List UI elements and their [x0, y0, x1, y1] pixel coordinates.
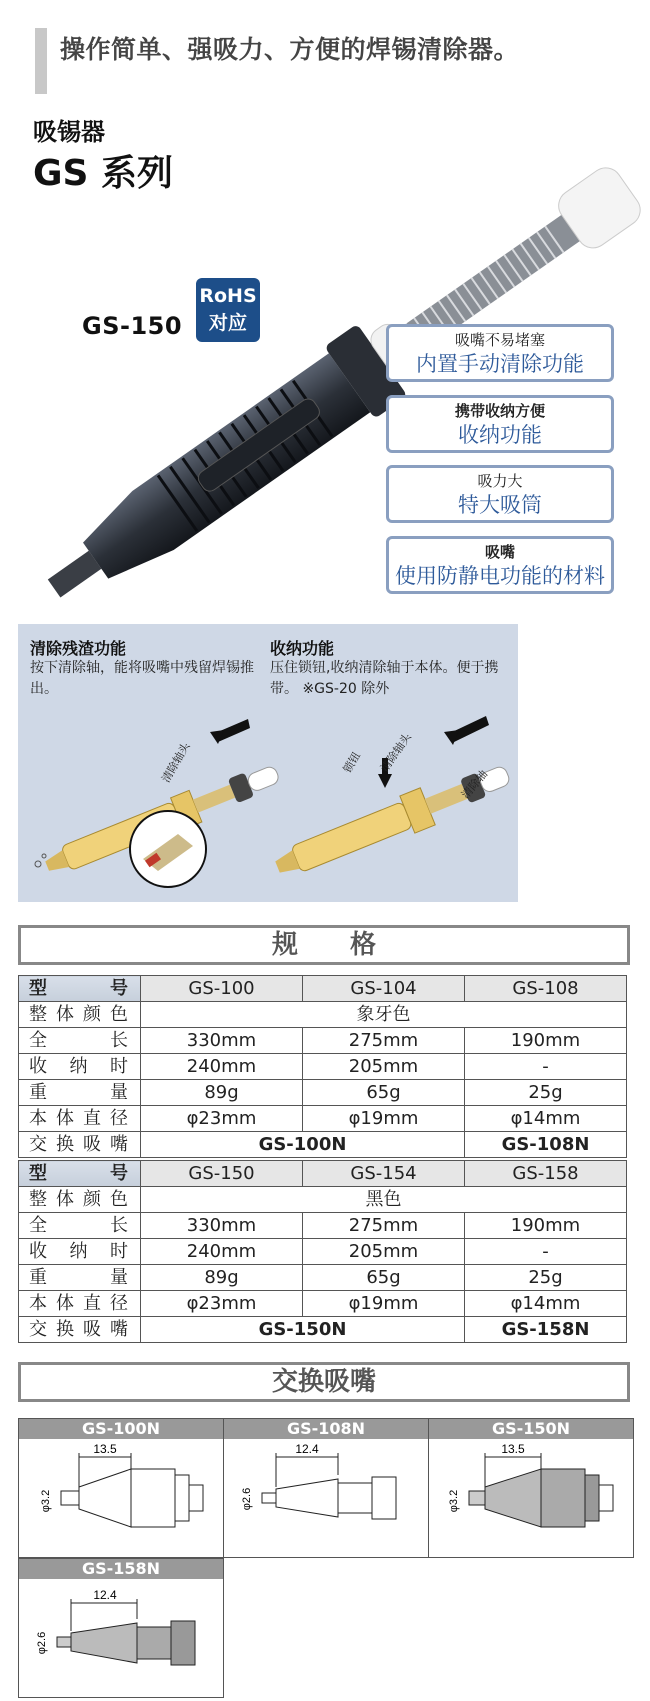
- nozzle-length: 13.5: [93, 1442, 117, 1456]
- row-label: 本体直径: [19, 1291, 141, 1317]
- value-cell: 25g: [465, 1080, 627, 1106]
- row-label: 全 长: [19, 1028, 141, 1054]
- value-cell: 240mm: [141, 1054, 303, 1080]
- feature-big: 使用防静电功能的材料: [395, 564, 605, 588]
- model-cell: GS-158: [465, 1161, 627, 1187]
- feature-big: 特大吸筒: [458, 493, 542, 517]
- row-label: 型 号: [19, 1161, 141, 1187]
- feature-big: 内置手动清除功能: [416, 352, 584, 376]
- nozzle-diameter: φ2.6: [36, 1631, 48, 1655]
- feature-small: 吸力大: [477, 472, 523, 490]
- rohs-line1: RoHS: [199, 285, 257, 307]
- value-cell: 190mm: [465, 1028, 627, 1054]
- row-label: 整体颜色: [19, 1002, 141, 1028]
- model-cell: GS-100: [141, 976, 303, 1002]
- value-cell: φ19mm: [303, 1106, 465, 1132]
- value-cell: -: [465, 1239, 627, 1265]
- feature-small: 吸嘴: [484, 543, 515, 561]
- nozzle-length: 12.4: [295, 1442, 319, 1456]
- value-cell: 240mm: [141, 1239, 303, 1265]
- table-row: [19, 1239, 627, 1265]
- header-accent-bar: [35, 28, 47, 94]
- value-cell: φ14mm: [465, 1291, 627, 1317]
- spec-table-ivory: [18, 975, 627, 1158]
- feature-big: 收纳功能: [458, 423, 542, 447]
- nozzle-name: GS-158N: [19, 1559, 223, 1579]
- table-row: [19, 1054, 627, 1080]
- table-row: [19, 1213, 627, 1239]
- value-cell: 205mm: [303, 1239, 465, 1265]
- value-cell: 65g: [303, 1080, 465, 1106]
- row-label: 收 纳 时: [19, 1054, 141, 1080]
- feature-box-antistatic: [386, 536, 614, 594]
- nozzle-cell: GS-150N: [141, 1317, 465, 1343]
- feature-box-cleaning: [386, 324, 614, 382]
- table-row: [19, 976, 627, 1002]
- info-right-text: 压住锁钮,收纳清除轴于本体。便于携带。 ※GS-20 除外: [270, 660, 499, 697]
- color-cell: 象牙色: [141, 1002, 627, 1028]
- label-clear-axis-head: 清除轴头: [159, 740, 193, 785]
- table-row: [19, 1132, 627, 1158]
- table-row: [19, 1002, 627, 1028]
- label-lock-button: 锁钮: [340, 749, 364, 776]
- value-cell: 25g: [465, 1265, 627, 1291]
- row-label: 重 量: [19, 1080, 141, 1106]
- info-left-text: 按下清除轴，能将吸嘴中残留焊锡推出。: [30, 660, 254, 697]
- product-series: GS 系列: [33, 153, 174, 194]
- nozzle-cell: GS-158N: [465, 1317, 627, 1343]
- value-cell: φ23mm: [141, 1291, 303, 1317]
- table-row: [19, 1161, 627, 1187]
- rohs-line2: 对应: [208, 312, 247, 334]
- feature-small: 吸嘴不易堵塞: [454, 331, 545, 349]
- nozzles-title: 交换吸嘴: [18, 1362, 630, 1402]
- nozzle-drawing: [19, 1439, 223, 1557]
- info-left-title: 清除残渣功能: [30, 639, 127, 658]
- model-cell: GS-108: [465, 976, 627, 1002]
- model-cell: GS-150: [141, 1161, 303, 1187]
- row-label: 本体直径: [19, 1106, 141, 1132]
- value-cell: 89g: [141, 1265, 303, 1291]
- value-cell: -: [465, 1054, 627, 1080]
- spec-table-black: [18, 1160, 627, 1343]
- table-row: [19, 1265, 627, 1291]
- table-row: [19, 1317, 627, 1343]
- label-clear-axis-head-right: 清除轴头: [378, 730, 414, 775]
- nozzle-card-gs158n: [18, 1558, 224, 1698]
- nozzle-name: GS-100N: [19, 1419, 223, 1439]
- nozzle-cell: GS-108N: [465, 1132, 627, 1158]
- model-cell: GS-154: [303, 1161, 465, 1187]
- feature-small: 携带收纳方便: [454, 402, 545, 420]
- header-tagline: 操作简单、强吸力、方便的焊锡清除器。: [60, 35, 520, 64]
- value-cell: 89g: [141, 1080, 303, 1106]
- nozzle-name: GS-108N: [224, 1419, 428, 1439]
- table-row: [19, 1187, 627, 1213]
- row-label: 重 量: [19, 1265, 141, 1291]
- value-cell: 330mm: [141, 1213, 303, 1239]
- model-label: GS-150: [82, 312, 183, 340]
- nozzle-diameter: φ3.2: [40, 1489, 52, 1513]
- table-row: [19, 1106, 627, 1132]
- value-cell: 275mm: [303, 1028, 465, 1054]
- table-row: [19, 1080, 627, 1106]
- row-label: 交换吸嘴: [19, 1132, 141, 1158]
- value-cell: φ19mm: [303, 1291, 465, 1317]
- nozzle-diameter: φ2.6: [241, 1487, 253, 1511]
- value-cell: 275mm: [303, 1213, 465, 1239]
- nozzle-card-gs108n: [223, 1418, 429, 1558]
- row-label: 全 长: [19, 1213, 141, 1239]
- nozzle-drawing: [429, 1439, 633, 1557]
- feature-box-storage: [386, 395, 614, 453]
- value-cell: 205mm: [303, 1054, 465, 1080]
- nozzle-card-gs150n: [428, 1418, 634, 1558]
- value-cell: 330mm: [141, 1028, 303, 1054]
- nozzle-card-gs100n: [18, 1418, 224, 1558]
- table-row: [19, 1291, 627, 1317]
- nozzle-length: 12.4: [93, 1588, 117, 1602]
- row-label: 交换吸嘴: [19, 1317, 141, 1343]
- value-cell: φ23mm: [141, 1106, 303, 1132]
- value-cell: φ14mm: [465, 1106, 627, 1132]
- table-row: [19, 1028, 627, 1054]
- nozzle-name: GS-150N: [429, 1419, 633, 1439]
- value-cell: 190mm: [465, 1213, 627, 1239]
- info-right-title: 收纳功能: [270, 639, 335, 658]
- row-label: 整体颜色: [19, 1187, 141, 1213]
- row-label: 型 号: [19, 976, 141, 1002]
- nozzle-length: 13.5: [501, 1442, 525, 1456]
- nozzle-drawing: [19, 1579, 223, 1697]
- nozzle-diameter: φ3.2: [448, 1489, 460, 1513]
- function-info-box: [18, 624, 518, 902]
- nozzle-drawing: [224, 1439, 428, 1557]
- product-kind: 吸锡器: [33, 118, 105, 146]
- model-cell: GS-104: [303, 976, 465, 1002]
- color-cell: 黑色: [141, 1187, 627, 1213]
- rohs-badge: [196, 278, 260, 342]
- spec-title: 规 格: [18, 925, 630, 965]
- nozzle-cell: GS-100N: [141, 1132, 465, 1158]
- feature-box-suction: [386, 465, 614, 523]
- value-cell: 65g: [303, 1265, 465, 1291]
- label-clear-axis: 清除轴: [458, 767, 491, 802]
- row-label: 收 纳 时: [19, 1239, 141, 1265]
